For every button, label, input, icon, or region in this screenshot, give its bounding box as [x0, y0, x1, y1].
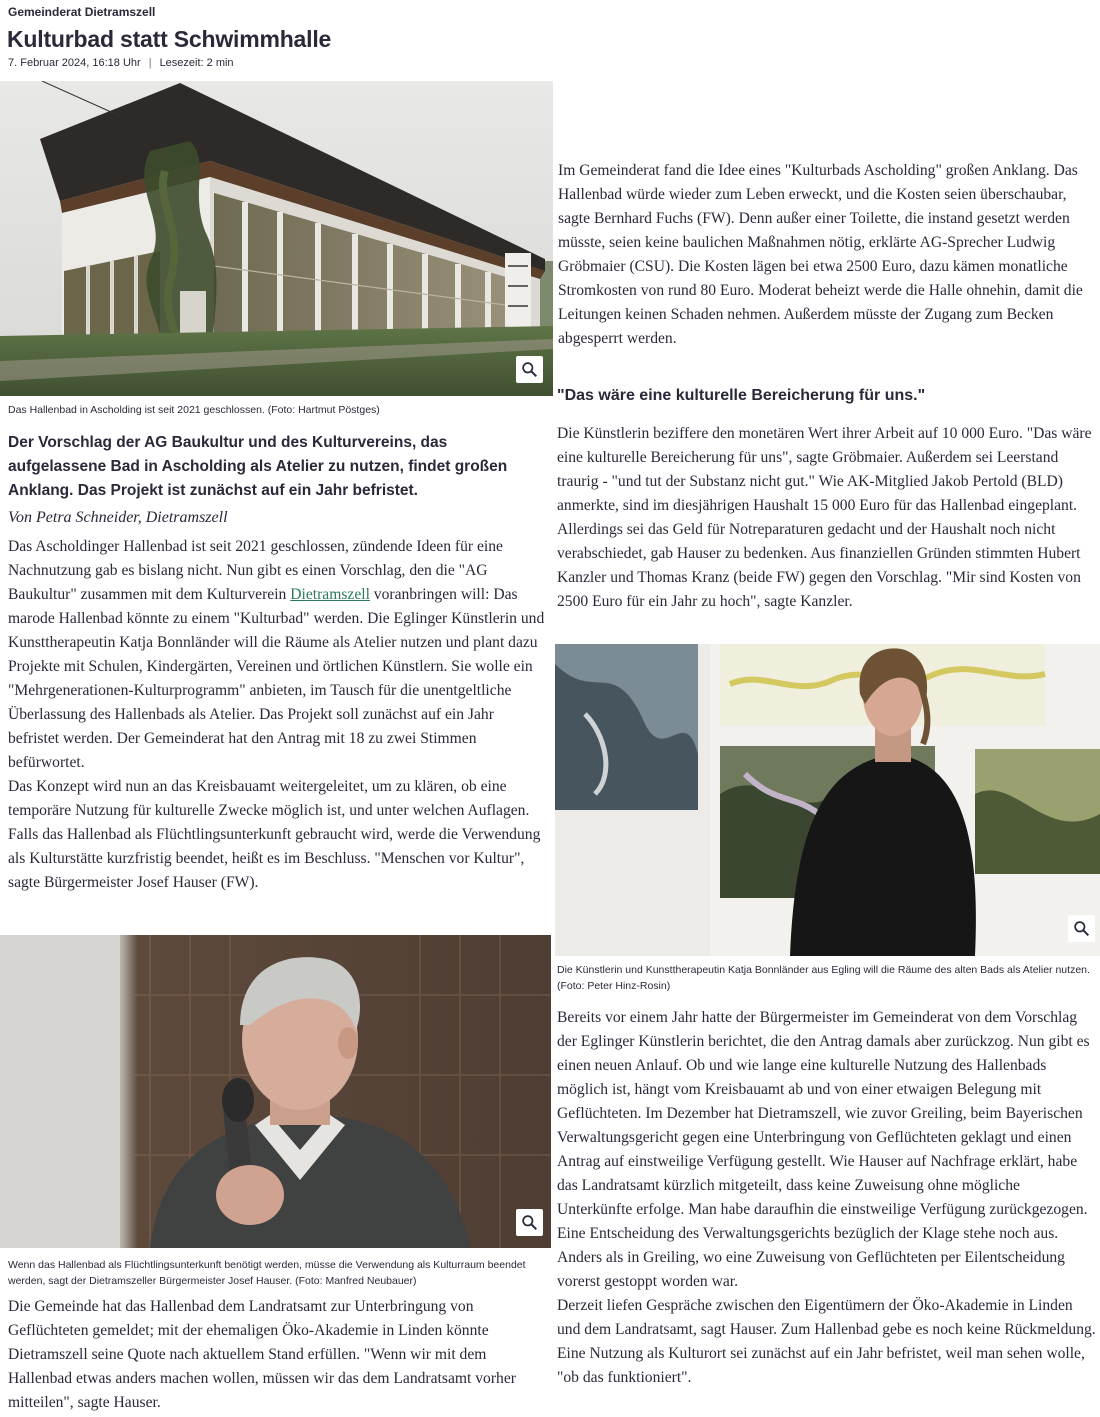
magnifier-icon	[521, 361, 538, 378]
paragraph-1-text-a: Das Ascholdinger Hallenbad ist seit 2021 geschlossen, zündende Ideen für eine Nachnutzung gab es bislang nicht. Nun gibt es einen Vorschlag, den die "AG Baukultur" zusammen mit dem Kulturverein	[8, 538, 503, 603]
building-photo[interactable]	[0, 81, 553, 396]
magnifier-icon	[521, 1214, 538, 1231]
mayor-illustration	[0, 935, 551, 1248]
building-caption: Das Hallenbad in Ascholding ist seit 2021 geschlossen. (Foto: Hartmut Pöstges)	[8, 404, 380, 416]
body-right-bottom	[557, 1006, 1097, 1390]
mayor-photo[interactable]	[0, 935, 551, 1248]
publish-date: 7. Februar 2024, 16:18 Uhr	[8, 57, 141, 69]
article-teaser: Der Vorschlag der AG Baukultur und des Kulturvereins, das aufgelassene Bad in Ascholding als Atelier zu nutzen, findet großen Anklang. Das Projekt ist zunächst auf ein Jahr befristet.	[8, 434, 508, 499]
artist-illustration	[555, 644, 1100, 956]
paragraph-5: Die Künstlerin beziffere den monetären Wert ihrer Arbeit auf 10 000 Euro. "Das wäre eine kulturelle Bereicherung für uns", sagte Gröbmaier. Außerdem sei Leerstand traurig - "und tut der Substanz nicht gut." Wie AK-Mitglied Jakob Pertold (BLD) anmerkte, sind im diesjährigen Haushalt 15 000 Euro für das Hallenbad eingeplant. Allerdings sei das Geld für Notreparaturen gedacht und der Haushalt noch nicht verabschiedet, gab Hauser zu bedenken. Aus finanziellen Gründen stimmten Hubert Kanzler und Thomas Kranz (beide FW) gegen den Vorschlag. "Mir sind Kosten von 2500 Euro für ein Jahr zu hoch", sagte Kanzler.	[557, 425, 1092, 610]
body-left-top	[8, 535, 545, 895]
paragraph-1	[8, 535, 545, 775]
paragraph-6: Bereits vor einem Jahr hatte der Bürgermeister im Gemeinderat von dem Vorschlag der Eglinger Künstlerin berichtet, die den Antrag damals aber zurückzog. Nun gibt es einen neuen Anlauf. Ob und wie lange eine kulturelle Nutzung des Hallenbads möglich ist, hängt vom Kreisbauamt ab und von einer etwaigen Belegung mit Geflüchteten. Im Dezember hat Dietramszell, wie zuvor Greiling, beim Bayerischen Verwaltungsgericht gegen eine Unterbringung von Geflüchteten geklagt und einen Antrag auf einstweilige Verfügung gestellt. Wie Hauser auf Nachfrage erklärt, habe das Landratsamt kürzlich mitgeteilt, dass keine Zuweisung ohne mögliche Unterkünfte erfolge. Man habe daraufhin die einstweilige Verfügung zurückgezogen. Eine Entscheidung des Verwaltungsgerichts bezüglich der Klage stehe noch aus. Anders als in Greiling, wo eine Zuweisung von Geflüchteten per Eilentscheidung vorerst gestoppt worden war.	[557, 1009, 1090, 1290]
paragraph-1-text-b: voranbringen will: Das marode Hallenbad könnte zu einem "Kulturbad" werden. Die Eglinger Künstlerin und Kunsttherapeutin Katja Bonnländer will die Räume als Atelier nutzen und plant dazu Projekte mit Schulen, Kindergärten, Vereinen und örtlichen Künstlern. Sie wolle ein "Mehrgenerationen-Kulturprogramm" anbieten, im Tausch für die unentgeltliche Überlassung des Hallenbads als Atelier. Das Projekt soll zunächst auf ein Jahr befristet werden. Der Gemeinderat hat den Antrag mit 18 zu zwei Stimmen befürwortet.	[8, 586, 545, 771]
zoom-building-button[interactable]	[516, 356, 543, 383]
zoom-artist-button[interactable]	[1068, 915, 1095, 942]
paragraph-2: Das Konzept wird nun an das Kreisbauamt weitergeleitet, um zu klären, ob eine temporäre Nutzung für kulturelle Zwecke möglich ist, und unter welchen Auflagen. Falls das Hallenbad als Flüchtlingsunterkunft gebraucht wird, werde die Verwendung als Kulturstätte kurzfristig beendet, heißt es im Beschluss. "Menschen vor Kultur", sagte Bürgermeister Josef Hauser (FW).	[8, 778, 541, 891]
article-meta	[8, 57, 234, 69]
meta-separator: |	[148, 57, 152, 69]
magnifier-icon	[1073, 920, 1090, 937]
building-illustration	[0, 81, 553, 396]
zoom-mayor-button[interactable]	[516, 1209, 543, 1236]
artist-caption: Die Künstlerin und Kunsttherapeutin Katja Bonnländer aus Egling will die Räume des alten Bads als Atelier nutzen. (Foto: Peter Hinz-Rosin)	[557, 964, 1090, 992]
article-author: Von Petra Schneider, Dietramszell	[8, 509, 228, 526]
paragraph-3: Die Gemeinde hat das Hallenbad dem Landratsamt zur Unterbringung von Geflüchteten gemeldet; mit der ehemaligen Öko-Akademie in Linden könnte Dietramszell seine Quote nach aktuellem Stand erfüllen. "Wenn wir mit dem Hallenbad etwas anders machen wollen, müssen wir das dem Landratsamt vorher mitteilen", sagte Hauser.	[8, 1298, 516, 1411]
page-title: Kulturbad statt Schwimmhalle	[7, 26, 332, 52]
paragraph-4: Im Gemeinderat fand die Idee eines "Kulturbads Ascholding" großen Anklang. Das Hallenbad würde wieder zum Leben erweckt, und die Kosten seien überschaubar, sagte Bernhard Fuchs (FW). Denn außer einer Toilette, die instand gesetzt werden müsste, seien keine baulichen Maßnahmen nötig, erklärte AG-Sprecher Ludwig Gröbmaier (CSU). Die Kosten lägen bei etwa 2500 Euro, dazu kämen monatliche Stromkosten von rund 80 Euro. Moderat beheizt werde die Halle ohnehin, damit die Leitungen keinen Schaden nehmen. Außerdem müsste der Zugang zum Becken abgesperrt werden.	[558, 162, 1083, 347]
article-kicker[interactable]: Gemeinderat Dietramszell	[8, 5, 156, 19]
section-subheading: "Das wäre eine kulturelle Bereicherung für uns."	[557, 387, 926, 404]
paragraph-7: Derzeit liefen Gespräche zwischen den Eigentümern der Öko-Akademie in Linden und dem Landratsamt, sagt Hauser. Zum Hallenbad gebe es noch keine Rückmeldung. Eine Nutzung als Kulturort sei zunächst auf ein Jahr befristet, weil man sehen wolle, "ob das funktioniert".	[557, 1297, 1096, 1386]
dietramszell-link[interactable]: Dietramszell	[290, 586, 370, 603]
artist-photo[interactable]	[555, 644, 1100, 956]
mayor-caption: Wenn das Hallenbad als Flüchtlingsunterkunft benötigt werden, müsse die Verwendung als Kulturraum beendet werden, sagt der Dietramszeller Bürgermeister Josef Hauser. (Foto: Manfred Neubauer)	[8, 1259, 526, 1287]
reading-time: Lesezeit: 2 min	[159, 57, 234, 69]
body-right-middle	[557, 422, 1097, 614]
body-left-bottom	[8, 1295, 545, 1415]
body-right-top	[558, 159, 1095, 351]
